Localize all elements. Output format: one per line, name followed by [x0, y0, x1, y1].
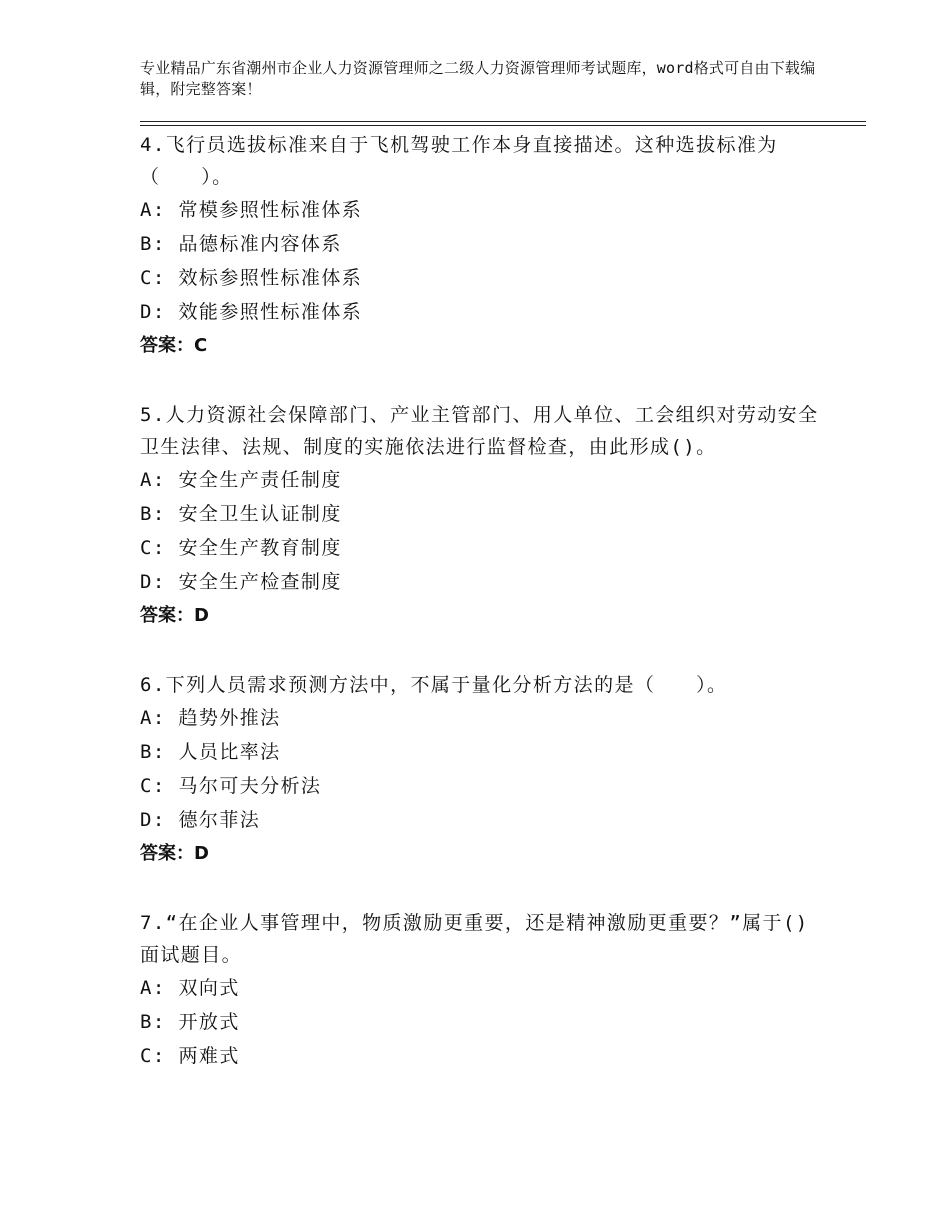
question-stem: 4.飞行员选拔标准来自于飞机驾驶工作本身直接描述。这种选拔标准为（ ）。 — [140, 134, 778, 188]
answer-label: 答案：D — [140, 843, 209, 864]
option-a: A: 双向式 — [140, 977, 240, 999]
answer-label: 答案：D — [140, 605, 209, 626]
answer-label: 答案：C — [140, 335, 208, 356]
option-a: A: 安全生产责任制度 — [140, 469, 342, 491]
option-b: B: 安全卫生认证制度 — [140, 503, 342, 525]
option-c: C: 安全生产教育制度 — [140, 537, 342, 559]
option-a: A: 常模参照性标准体系 — [140, 199, 363, 221]
header-rule-bottom — [140, 125, 866, 126]
document-header: 专业精品广东省潮州市企业人力资源管理师之二级人力资源管理师考试题库，word格式可自由下载编辑，附完整答案！ — [140, 59, 816, 98]
option-c: C: 两难式 — [140, 1045, 240, 1067]
question-gap — [140, 633, 820, 667]
option-b: B: 开放式 — [140, 1011, 240, 1033]
question-stem: 5.人力资源社会保障部门、产业主管部门、用人单位、工会组织对劳动安全卫生法律、法规、制度的实施依法进行监督检查，由此形成()。 — [140, 404, 819, 458]
option-b: B: 人员比率法 — [140, 741, 281, 763]
option-c: C: 效标参照性标准体系 — [140, 267, 363, 289]
question-gap — [140, 871, 820, 905]
option-d: D: 安全生产检查制度 — [140, 571, 342, 593]
option-a: A: 趋势外推法 — [140, 707, 281, 729]
question-4 — [140, 127, 820, 363]
question-list — [140, 127, 820, 1073]
question-stem: 6.下列人员需求预测方法中，不属于量化分析方法的是（ ）。 — [140, 674, 728, 696]
header-rule-top — [140, 121, 866, 122]
option-b: B: 品德标准内容体系 — [140, 233, 342, 255]
question-7 — [140, 905, 820, 1073]
option-d: D: 效能参照性标准体系 — [140, 301, 363, 323]
question-5 — [140, 397, 820, 633]
option-c: C: 马尔可夫分析法 — [140, 775, 322, 797]
option-d: D: 德尔菲法 — [140, 809, 261, 831]
question-6 — [140, 667, 820, 871]
question-stem: 7.“在企业人事管理中，物质激励更重要，还是精神激励更重要？”属于()面试题目。 — [140, 912, 809, 966]
question-gap — [140, 363, 820, 397]
